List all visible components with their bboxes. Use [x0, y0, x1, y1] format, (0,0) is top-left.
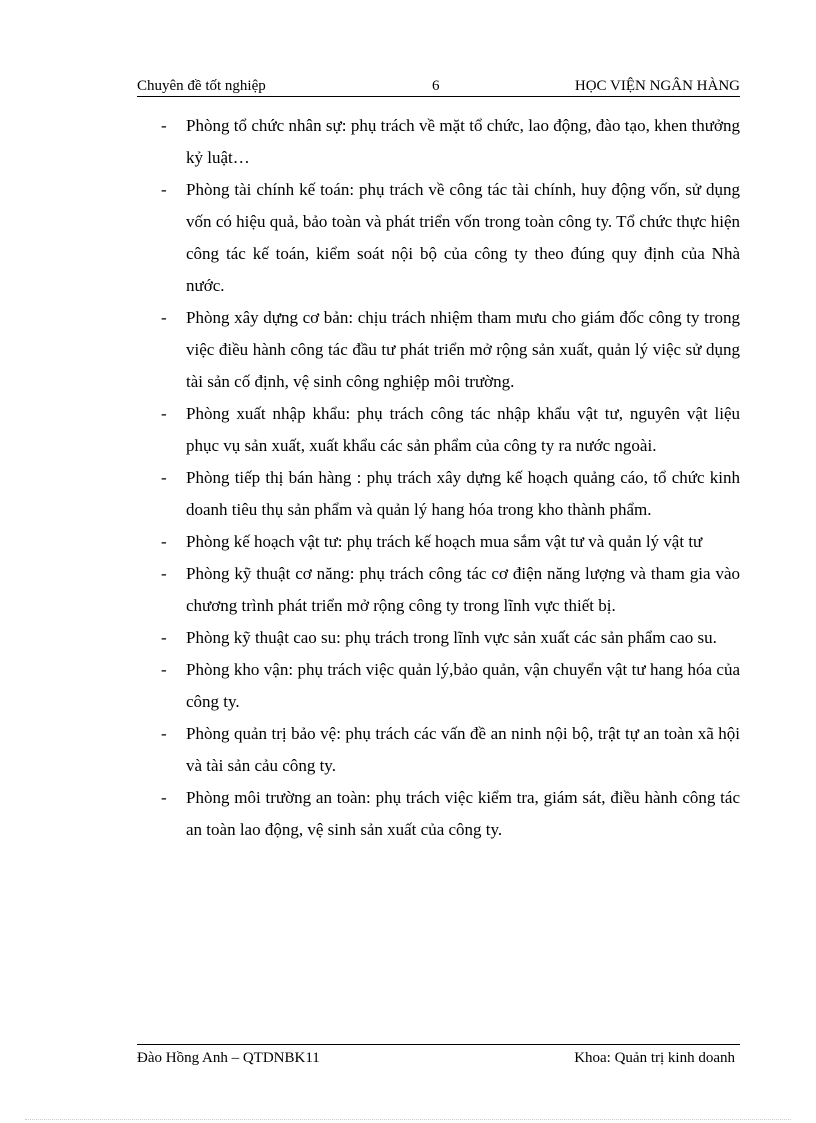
header-institution: HỌC VIỆN NGÂN HÀNG: [574, 78, 740, 94]
bullet-dash: -: [161, 404, 167, 423]
bullet-dash: -: [161, 724, 167, 743]
bullet-dash: -: [161, 308, 167, 327]
list-item-text: Phòng xây dựng cơ bản: chịu trách nhiệm tham mưu cho giám đốc công ty trong việc điều hành công tác đầu tư phát triển mở rộng sản xuất, quản lý việc sử dụng tài sản cố định, vệ sinh công nghiệp môi trường.: [186, 308, 740, 391]
page-header: [137, 76, 740, 97]
page-number: 6: [432, 78, 440, 94]
bullet-dash: -: [161, 116, 167, 135]
bullet-dash: -: [161, 628, 167, 647]
list-item: [137, 622, 740, 654]
footer-faculty: Khoa: Quản trị kinh doanh: [574, 1050, 735, 1066]
list-item: [137, 654, 740, 718]
page-footer: [137, 1044, 740, 1066]
list-item-text: Phòng tổ chức nhân sự: phụ trách về mặt tổ chức, lao động, đào tạo, khen thưởng kỷ luật…: [186, 116, 740, 167]
page-edge-divider: [25, 1119, 791, 1120]
list-item-text: Phòng tài chính kế toán: phụ trách về công tác tài chính, huy động vốn, sử dụng vốn có hiệu quả, bảo toàn và phát triển vốn trong toàn công ty. Tổ chức thực hiện công tác kế toán, kiểm soát nội bộ của công ty theo đúng quy định của Nhà nước.: [186, 180, 740, 295]
list-item: [137, 558, 740, 622]
list-item: [137, 110, 740, 174]
list-item-text: Phòng kế hoạch vật tư: phụ trách kế hoạch mua sắm vật tư và quản lý vật tư: [186, 532, 703, 551]
bullet-dash: -: [161, 532, 167, 551]
list-item: [137, 526, 740, 558]
list-item: [137, 302, 740, 398]
list-item: [137, 398, 740, 462]
list-item: [137, 718, 740, 782]
bullet-dash: -: [161, 564, 167, 583]
list-item-text: Phòng kho vận: phụ trách việc quản lý,bảo quản, vận chuyển vật tư hang hóa của công ty.: [186, 660, 740, 711]
bullet-list: [137, 110, 740, 846]
list-item-text: Phòng kỹ thuật cao su: phụ trách trong lĩnh vực sản xuất các sản phẩm cao su.: [186, 628, 717, 647]
list-item: [137, 462, 740, 526]
bullet-dash: -: [161, 180, 167, 199]
list-item-text: Phòng tiếp thị bán hàng : phụ trách xây dựng kế hoạch quảng cáo, tổ chức kinh doanh tiêu thụ sản phẩm và quản lý hang hóa trong kho thành phẩm.: [186, 468, 740, 519]
bullet-dash: -: [161, 660, 167, 679]
list-item: [137, 174, 740, 302]
list-item-text: Phòng kỹ thuật cơ năng: phụ trách công tác cơ điện năng lượng và tham gia vào chương trình phát triển mở rộng công ty trong lĩnh vực thiết bị.: [186, 564, 740, 615]
header-title: Chuyên đề tốt nghiệp: [137, 78, 266, 94]
footer-author: Đào Hồng Anh – QTDNBK11: [137, 1050, 320, 1066]
list-item: [137, 782, 740, 846]
list-item-text: Phòng quản trị bảo vệ: phụ trách các vấn đề an ninh nội bộ, trật tự an toàn xã hội và tài sản cảu công ty.: [186, 724, 740, 775]
list-item-text: Phòng xuất nhập khẩu: phụ trách công tác nhập khẩu vật tư, nguyên vật liệu phục vụ sản xuất, xuất khẩu các sản phẩm của công ty ra nước ngoài.: [186, 404, 740, 455]
bullet-dash: -: [161, 468, 167, 487]
bullet-dash: -: [161, 788, 167, 807]
list-item-text: Phòng môi trường an toàn: phụ trách việc kiểm tra, giám sát, điều hành công tác an toàn lao động, vệ sinh sản xuất của công ty.: [186, 788, 740, 839]
